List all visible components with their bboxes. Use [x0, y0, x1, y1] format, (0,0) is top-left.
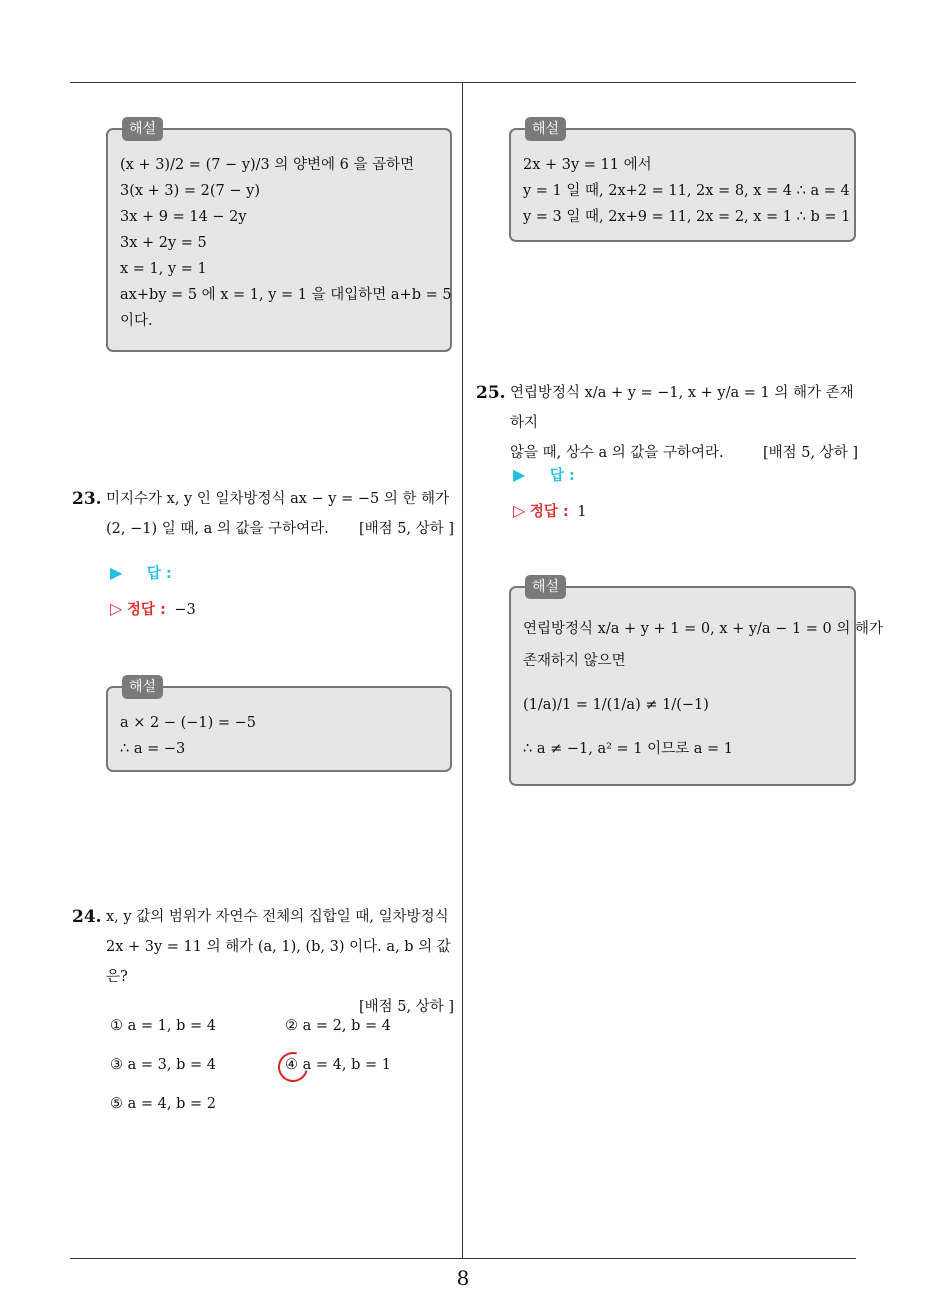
answer-triangle-icon: ▶ — [110, 563, 123, 582]
correct-value: −3 — [174, 602, 196, 618]
question-25 — [476, 378, 858, 468]
explanation-box-23 — [106, 679, 452, 772]
answer-row-25 — [513, 464, 575, 485]
answer-label: 답 : — [549, 468, 575, 484]
outline-triangle-icon: ▷ — [513, 501, 526, 520]
bottom-rule — [70, 1258, 856, 1259]
explanation-line: (1/a)/1 = 1/(1/a) ≠ 1/(−1) — [523, 697, 709, 713]
selected-answer-circle-icon — [273, 1047, 314, 1088]
correct-answer-row-23 — [110, 598, 196, 619]
explanation-tag: 해설 — [525, 117, 566, 141]
explanation-tag: 해설 — [122, 117, 163, 141]
explanation-line: ∴ a = −3 — [120, 741, 186, 757]
explanation-line: ax+by = 5 에 x = 1, y = 1 을 대입하면 a+b = 5 — [120, 287, 452, 303]
outline-triangle-icon: ▷ — [110, 599, 123, 618]
question-points: [배점 5, 상하 ] — [358, 521, 454, 537]
choice-2[interactable]: ② a = 2, b = 4 — [285, 1018, 391, 1034]
choice-5[interactable]: ⑤ a = 4, b = 2 — [110, 1096, 216, 1112]
explanation-line: 3(x + 3) = 2(7 − y) — [120, 183, 261, 199]
explanation-line: a × 2 − (−1) = −5 — [120, 715, 257, 731]
question-number: 24. — [72, 907, 102, 927]
explanation-line: 3x + 9 = 14 − 2y — [120, 209, 247, 225]
question-points: [배점 5, 상하 ] — [762, 445, 858, 461]
explanation-line: 이다. — [120, 313, 153, 329]
question-points: [배점 5, 상하 ] — [358, 999, 454, 1015]
explanation-box-24 — [509, 121, 856, 242]
question-number: 23. — [72, 489, 102, 509]
correct-answer-row-25 — [513, 500, 587, 521]
question-number: 25. — [476, 383, 506, 403]
top-rule — [70, 82, 856, 83]
explanation-line: ∴ a ≠ −1, a² = 1 이므로 a = 1 — [523, 741, 733, 757]
explanation-box-22 — [106, 121, 452, 352]
choice-3[interactable]: ③ a = 3, b = 4 — [110, 1057, 216, 1073]
explanation-line: x = 1, y = 1 — [120, 261, 207, 277]
page-number: 8 — [456, 1266, 470, 1290]
question-text-line: 2x + 3y = 11 의 해가 (a, 1), (b, 3) 이다. a, b 의 값은? — [106, 939, 451, 985]
choice-4[interactable]: ④ a = 4, b = 1 — [285, 1057, 391, 1073]
explanation-line: y = 1 일 때, 2x+2 = 11, 2x = 8, x = 4 ∴ a = 4 — [523, 183, 850, 199]
explanation-line: (x + 3)/2 = (7 − y)/3 의 양변에 6 을 곱하면 — [120, 157, 415, 173]
explanation-line: 3x + 2y = 5 — [120, 235, 207, 251]
correct-value: 1 — [577, 504, 587, 520]
question-text-line: 미지수가 x, y 인 일차방정식 ax − y = −5 의 한 해가 — [106, 491, 450, 507]
answer-label: 답 : — [146, 566, 172, 582]
question-text-line: 연립방정식 x/a + y = −1, x + y/a = 1 의 해가 존재하지 — [510, 385, 854, 431]
explanation-line: y = 3 일 때, 2x+9 = 11, 2x = 2, x = 1 ∴ b = 1 — [523, 209, 851, 225]
question-24 — [72, 902, 454, 1022]
explanation-line: 존재하지 않으면 — [523, 653, 626, 669]
choice-1[interactable]: ① a = 1, b = 4 — [110, 1018, 216, 1034]
explanation-line: 2x + 3y = 11 에서 — [523, 157, 652, 173]
answer-row-23 — [110, 562, 172, 583]
explanation-line: 연립방정식 x/a + y + 1 = 0, x + y/a − 1 = 0 의 해가 — [523, 621, 884, 637]
explanation-box-25 — [509, 579, 884, 786]
explanation-tag: 해설 — [525, 575, 566, 599]
explanation-tag: 해설 — [122, 675, 163, 699]
question-23 — [72, 484, 454, 544]
question-text-line: (2, −1) 일 때, a 의 값을 구하여라. — [106, 521, 329, 537]
correct-label: 정답 : — [529, 504, 569, 520]
column-divider — [462, 82, 463, 1258]
question-text-line: x, y 값의 범위가 자연수 전체의 집합일 때, 일차방정식 — [106, 909, 449, 925]
question-text-line: 않을 때, 상수 a 의 값을 구하여라. — [510, 445, 724, 461]
answer-triangle-icon: ▶ — [513, 465, 526, 484]
correct-label: 정답 : — [126, 602, 166, 618]
